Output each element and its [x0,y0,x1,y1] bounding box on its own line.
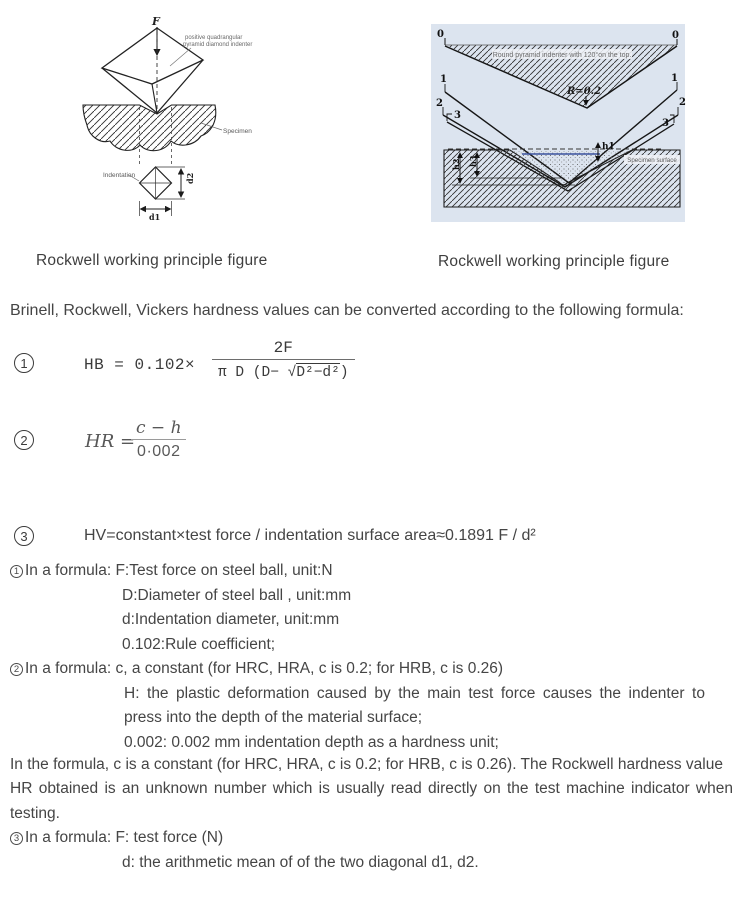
note-2-line: press into the depth of the material surface; [124,709,423,726]
pos3-right-label: 3 [662,118,669,129]
formula-2-numerator: c − h [136,418,182,438]
intro-text: Brinell, Rockwell, Vickers hardness values can be converted according to the following formula: [10,302,684,319]
note-2-lead [10,660,503,678]
den-prefix: π D (D− [218,365,288,381]
paragraph-line: testing. [10,805,60,822]
formula-1-lhs: HB = 0.102× [84,356,196,374]
note-1-lead [10,562,333,580]
formula-2-marker: 2 [14,430,34,450]
note-3-marker: 3 [10,832,23,845]
note-1-line: D:Diameter of steel ball , unit:mm [122,587,352,604]
specimen-surface-label: Specimen surface [627,157,677,164]
specimen-label: Specimen [223,128,252,135]
indentation-detail [103,167,172,199]
formula-1-marker: 1 [14,353,34,373]
d2-label: d2 [185,172,195,184]
d1-dimension [140,201,172,222]
pos0-right-label: 0 [672,30,679,41]
radicand: D²−d² [296,365,340,381]
pos3-left-label: 3 [454,110,461,121]
pos1-left-label: 1 [440,74,447,85]
formula-3-text: HV=constant×test force / indentation surface area≈0.1891 F / d² [84,527,536,544]
radius-label: R=0.2 [567,86,602,97]
d1-label: d1 [149,212,161,222]
paragraph-line: HR obtained is an unknown number which is usually read directly on the test machine indicator when [10,780,733,797]
formula-1-denominator [212,359,355,381]
note-1-lead-text: In a formula: F:Test force on steel ball, unit:N [25,562,333,579]
sqrt-symbol: √ [287,365,297,381]
formula-2-denominator: 0·002 [131,439,186,461]
specimen-shape [83,105,252,151]
formula-2-lhs: HR = [85,431,136,452]
vickers-principle-figure [73,13,323,243]
note-2-line: H: the plastic deformation caused by the main test force causes the indenter to [124,685,705,702]
note-2-line: 0.002: 0.002 mm indentation depth as a hardness unit; [124,734,499,751]
force-label: F [152,15,160,28]
formula-2-fraction [126,418,192,461]
pos2-right-label: 2 [679,97,686,108]
note-2-marker: 2 [10,663,23,676]
h3-label: h3 [468,155,478,167]
indenter-label-line2: pyramid diamond indenter [183,42,253,48]
pos1-right-label: 1 [671,73,678,84]
formula-1-numerator: 2F [273,339,293,357]
rockwell-principle-figure [428,15,688,230]
formula-3-marker: 3 [14,526,34,546]
left-figure-caption: Rockwell working principle figure [36,252,268,269]
indentation-label: Indentation [103,172,136,179]
indenter-label-line1: positive quadrangular [185,35,243,41]
h1-label: h1 [602,142,615,152]
formula-1-fraction [212,339,355,381]
note-1-line: 0.102:Rule coefficient; [122,636,276,653]
paragraph-line: In the formula, c is a constant (for HRC, HRA, c is 0.2; for HRB, c is 0.26). The Rockwell hardness value [10,756,723,773]
note-3-line: d: the arithmetic mean of of the two diagonal d1, d2. [122,854,479,871]
note-1-line: d:Indentation diameter, unit:mm [122,611,340,628]
note-1-marker: 1 [10,565,23,578]
note-3-lead-text: In a formula: F: test force (N) [25,829,224,846]
indenter-annotation [170,35,252,66]
den-suffix: ) [339,365,349,381]
h2-label: h2 [451,158,461,170]
note-3-lead [10,829,223,847]
note-2-lead-text: In a formula: c, a constant (for HRC, HRA, c is 0.2; for HRB, c is 0.26) [25,660,504,677]
round-indenter-label: Round pyramid indenter with 120°on the top. [492,52,632,59]
pos0-left-label: 0 [437,29,444,40]
pos2-left-label: 2 [436,98,443,109]
right-figure-caption: Rockwell working principle figure [438,253,670,270]
